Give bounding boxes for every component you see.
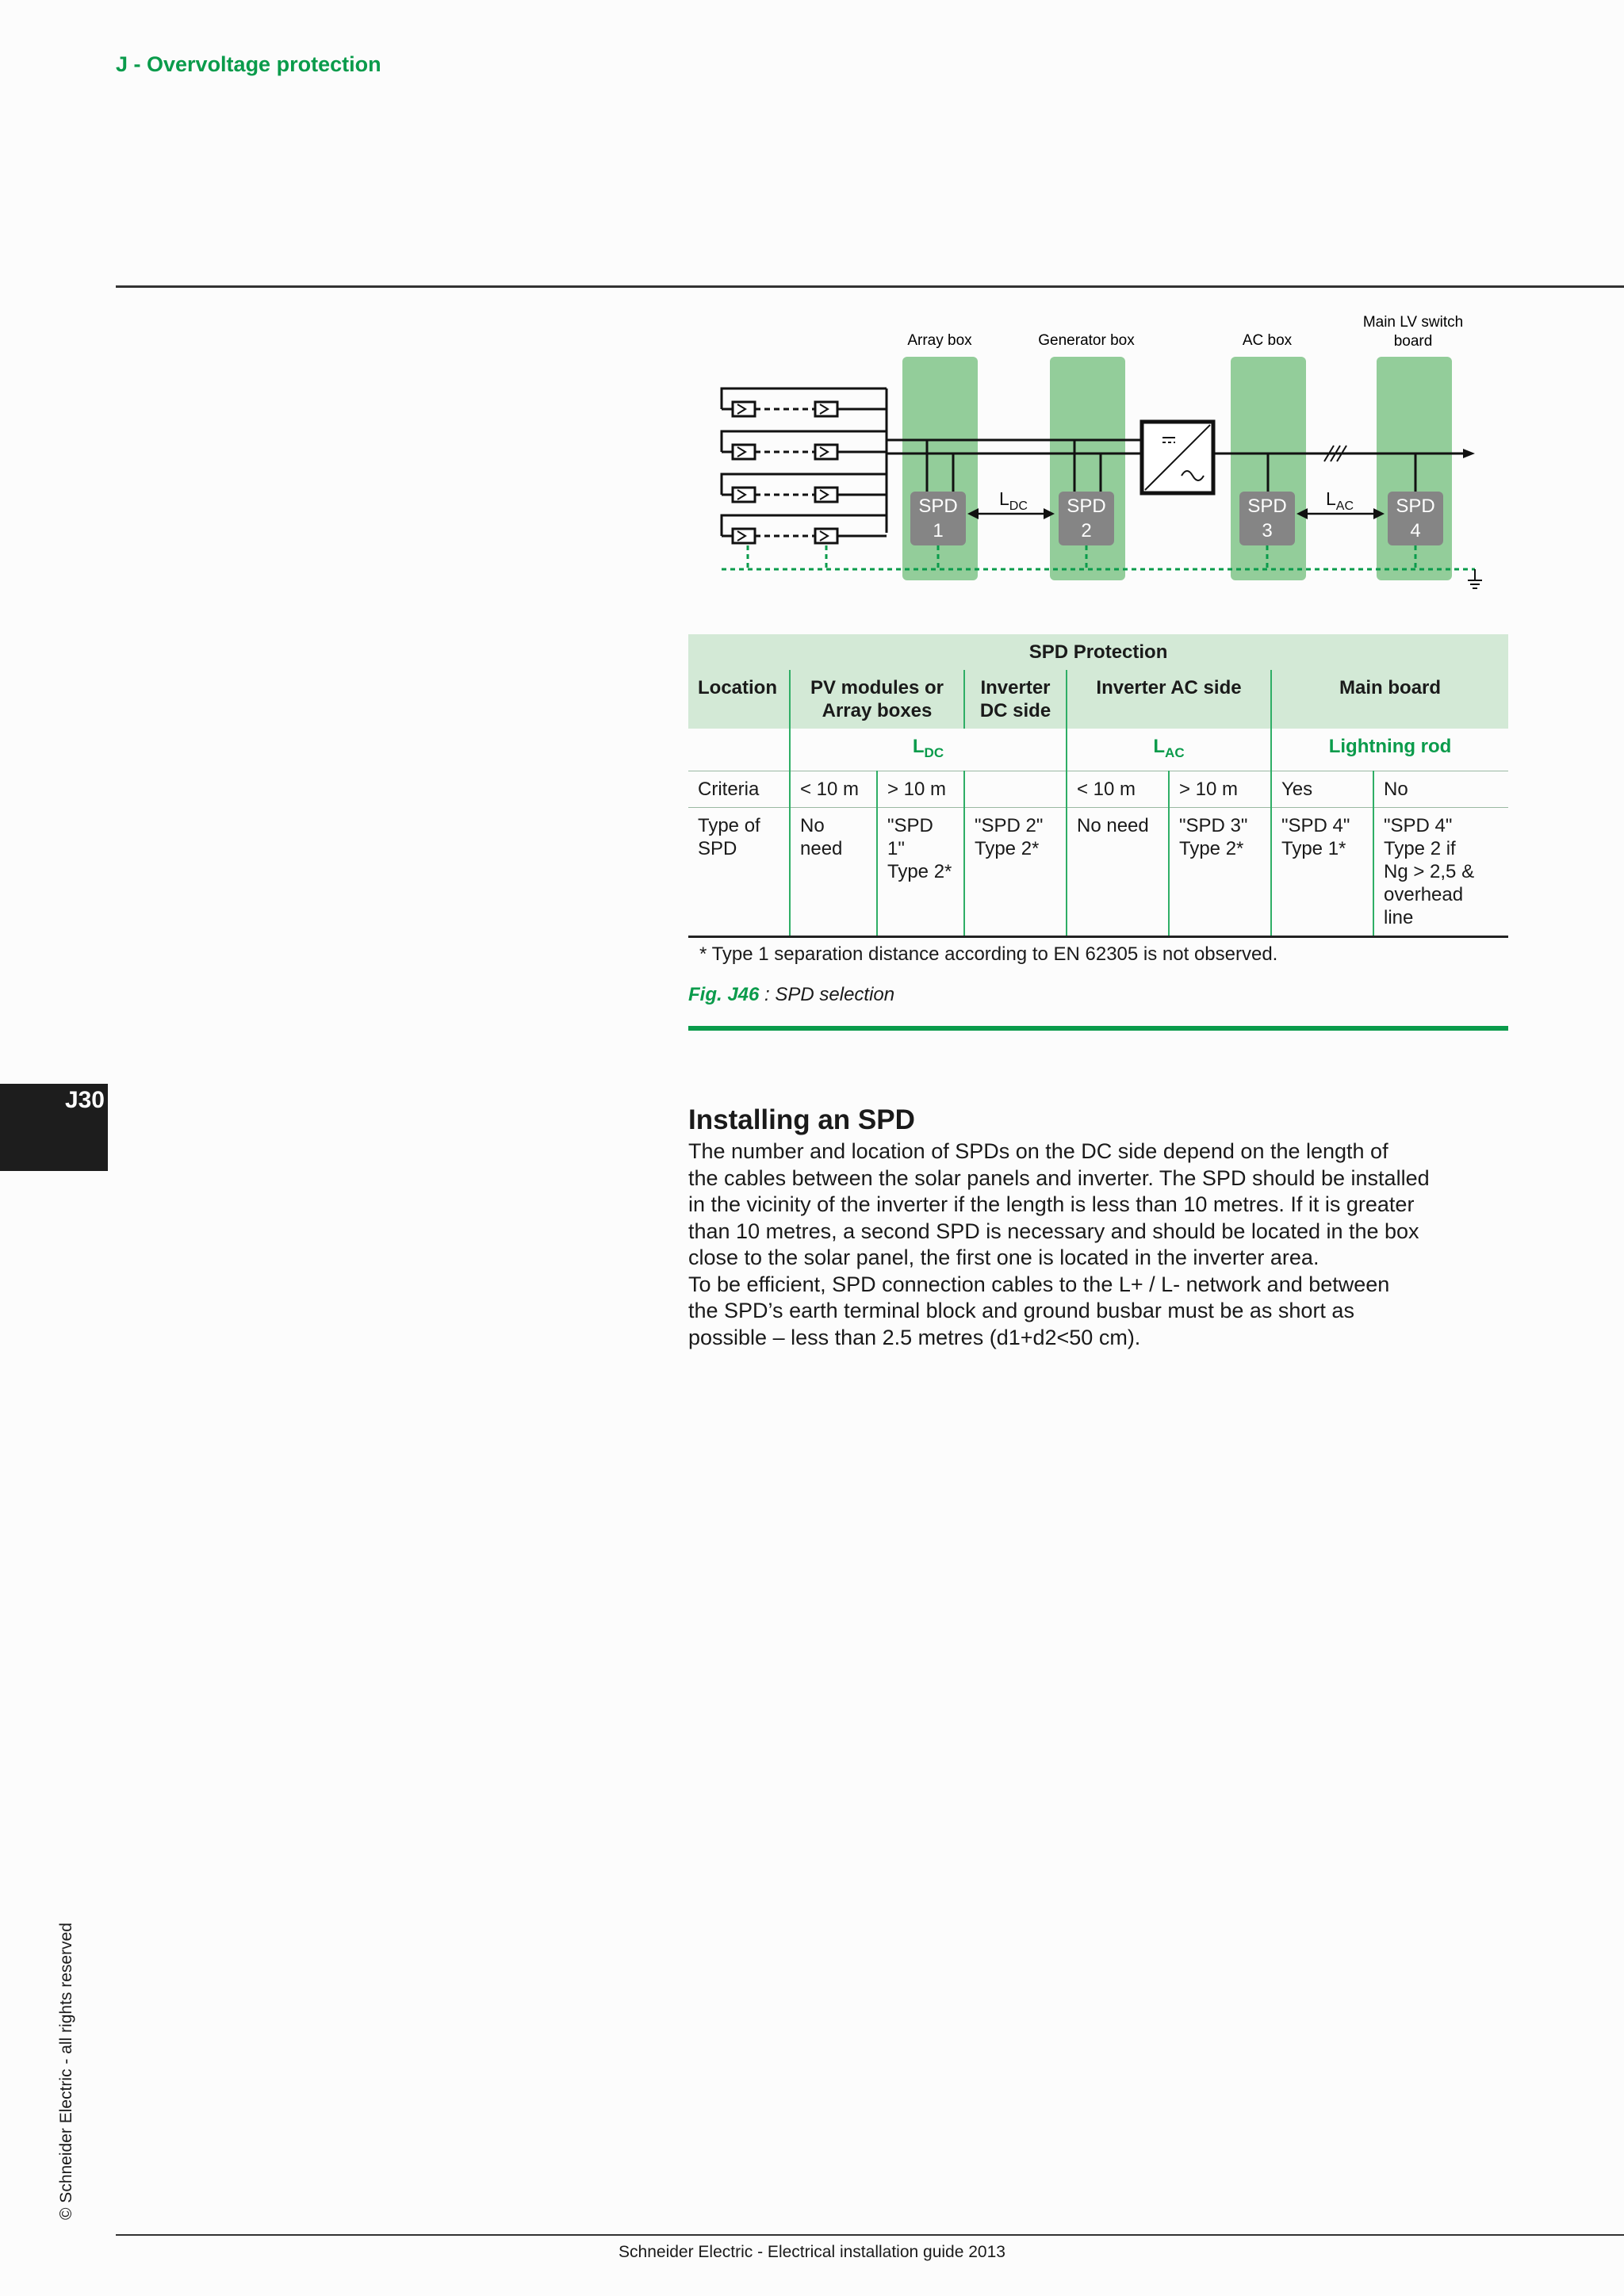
- criteria-cell: No: [1373, 771, 1508, 807]
- lightning-rod-subheader: Lightning rod: [1271, 729, 1508, 771]
- install-paragraph: The number and location of SPDs on the DC side depend on the length of the cables between the solar panels and inverter. The SPD should be installed in the vicinity of the inverter if the length is less than 10 metres. If it is greater than 10 metres, a second SPD is necessary and should be located in the box close to the solar panel, the first one is located in the inverter area. To be efficient, SPD connection cables to the L+ / L- network and between the SPD’s earth terminal block and ground busbar must be as short as possible – less than 2.5 metres (d1+d2<50 cm).: [688, 1139, 1430, 1349]
- criteria-cell: > 10 m: [1169, 771, 1271, 807]
- type-cell-3: "SPD 2" Type 2*: [964, 807, 1067, 936]
- type-label: Type of SPD: [688, 807, 790, 936]
- lac-subheader: $L_{AC}$: [1067, 729, 1271, 771]
- ac-box-label: AC box: [1242, 332, 1293, 349]
- ldc-label: $L_{DC}$: [999, 488, 1028, 513]
- criteria-cell: Yes: [1271, 771, 1373, 807]
- page-number-tab: J30: [0, 1084, 108, 1171]
- section-header: J - Overvoltage protection: [116, 52, 381, 76]
- bottom-rule: [116, 2234, 1624, 2236]
- spd-location-diagram: [682, 309, 1499, 603]
- col-main-board: Main board: [1271, 670, 1508, 729]
- spd-2-label: SPD: [1067, 496, 1106, 517]
- pv-strings: [722, 388, 887, 543]
- criteria-cell: [964, 771, 1067, 807]
- diode-marks: [737, 404, 828, 541]
- type-cell-7: "SPD 4" Type 2 if Ng > 2,5 & overhead line: [1373, 807, 1508, 936]
- table-title: SPD Protection: [688, 634, 1508, 670]
- type-cell-2: "SPD 1" Type 2*: [877, 807, 964, 936]
- type-cell-5: "SPD 3" Type 2*: [1169, 807, 1271, 936]
- type-cell-6: "SPD 4" Type 1*: [1271, 807, 1373, 936]
- table-footnote: * Type 1 separation distance according to EN 62305 is not observed.: [699, 943, 1278, 965]
- criteria-cell: < 10 m: [1067, 771, 1169, 807]
- lac-label: $L_{AC}$: [1326, 488, 1354, 513]
- col-inverter-dc: Inverter DC side: [964, 670, 1067, 729]
- green-rule: [688, 1026, 1508, 1031]
- spd-2-number: 2: [1081, 520, 1092, 541]
- type-cell-1: No need: [790, 807, 877, 936]
- col-inverter-ac: Inverter AC side: [1067, 670, 1271, 729]
- type-cell-4: No need: [1067, 807, 1169, 936]
- criteria-label: Criteria: [688, 771, 790, 807]
- ldc-subheader: $L_{DC}$: [790, 729, 1067, 771]
- spd-1-number: 1: [933, 520, 944, 541]
- main-board-label-1: Main LV switch: [1362, 314, 1464, 331]
- main-board-label-2: board: [1393, 333, 1433, 350]
- spd-4-number: 4: [1410, 520, 1421, 541]
- earth-icon: [1468, 569, 1482, 588]
- col-location: Location: [688, 670, 790, 729]
- spd-1-label: SPD: [918, 496, 958, 517]
- criteria-cell: < 10 m: [790, 771, 877, 807]
- copyright-notice: © Schneider Electric - all rights reserved: [57, 1923, 75, 2220]
- ac-line-arrow: [1463, 449, 1475, 458]
- spd-4-label: SPD: [1396, 496, 1435, 517]
- spd-selection-table: [688, 634, 1508, 938]
- array-box-label: Array box: [907, 332, 972, 349]
- page-footer: Schneider Electric - Electrical installation guide 2013: [619, 2243, 1005, 2261]
- figure-caption: Fig. J46 : SPD selection: [688, 984, 895, 1005]
- spd-3-number: 3: [1262, 520, 1273, 541]
- install-heading: Installing an SPD: [688, 1104, 915, 1135]
- inverter-icon: [1142, 422, 1213, 493]
- spd-3-label: SPD: [1247, 496, 1287, 517]
- criteria-cell: > 10 m: [877, 771, 964, 807]
- generator-box-label: Generator box: [1038, 332, 1135, 349]
- array-box: [902, 357, 978, 580]
- col-pv: PV modules or Array boxes: [790, 670, 964, 729]
- top-rule: [116, 285, 1624, 288]
